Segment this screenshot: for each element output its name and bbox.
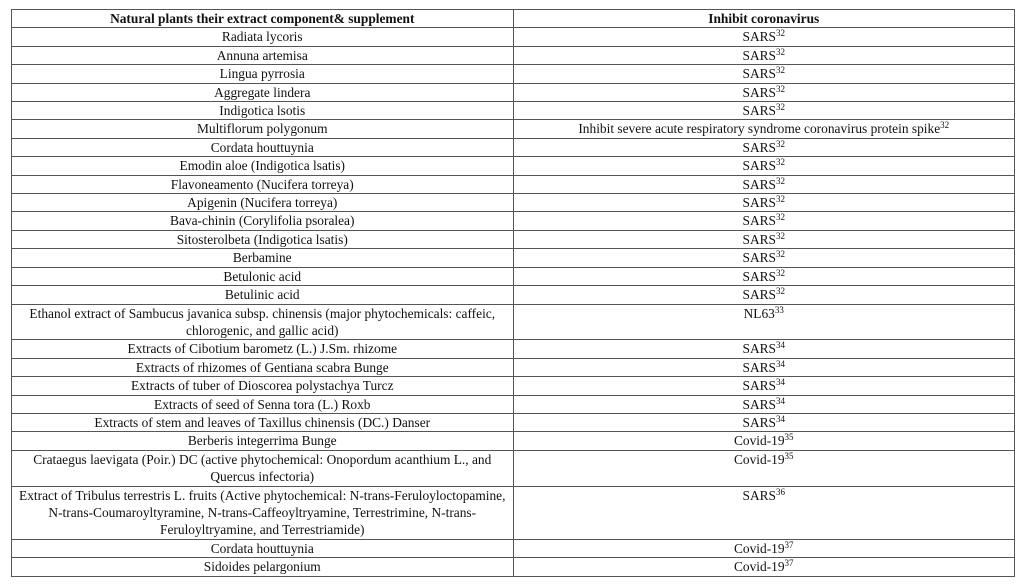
table-row [12,413,1015,431]
plant-cell: Berbamine [12,249,514,267]
reference-number: 32 [776,83,785,94]
virus-name: SARS [742,414,776,430]
virus-name: Covid-19 [733,540,785,556]
plant-cell: Sidoides pelargonium [12,558,514,576]
header-plants: Natural plants their extract component& supplement [12,10,514,28]
table-row [12,138,1015,156]
table-body [12,28,1015,576]
table-row [12,395,1015,413]
header-inhibit: Inhibit coronavirus [513,10,1014,28]
virus-name: SARS [742,158,776,174]
virus-cell [513,212,1014,230]
virus-name: SARS [742,396,776,412]
plant-cell: Betulonic acid [12,267,514,285]
table-row [12,377,1015,395]
plant-cell: Crataegus laevigata (Poir.) DC (active phytochemical: Onopordum acanthium L., and Quercus infectoria) [12,450,514,486]
plant-cell: Sitosterolbeta (Indigotica lsatis) [12,230,514,248]
virus-name: SARS [742,250,776,266]
virus-cell [513,395,1014,413]
virus-cell [513,413,1014,431]
table-row [12,65,1015,83]
reference-number: 34 [776,377,785,388]
virus-name: SARS [742,378,776,394]
virus-name: SARS [742,29,776,45]
virus-cell [513,450,1014,486]
reference-number: 32 [776,286,785,297]
table-row [12,358,1015,376]
virus-cell [513,28,1014,46]
plant-cell: Flavoneamento (Nucifera torreya) [12,175,514,193]
table-row [12,46,1015,64]
plant-cell: Annuna artemisa [12,46,514,64]
virus-cell [513,230,1014,248]
reference-number: 37 [784,558,794,569]
table-row [12,267,1015,285]
reference-number: 32 [776,267,785,278]
plant-cell: Cordata houttuynia [12,539,514,557]
virus-cell [513,432,1014,450]
plant-cell: Lingua pyrrosia [12,65,514,83]
reference-number: 32 [776,249,785,260]
coronavirus-plants-table [11,9,1015,577]
virus-cell [513,102,1014,120]
table-row [12,120,1015,138]
virus-cell [513,138,1014,156]
reference-number: 32 [776,194,785,205]
reference-number: 36 [776,486,785,497]
virus-name: NL63 [743,305,775,321]
plant-cell: Indigotica lsotis [12,102,514,120]
virus-cell [513,83,1014,101]
reference-number: 32 [776,28,785,39]
reference-number: 34 [776,340,785,351]
reference-number: 32 [776,157,785,168]
table-row [12,175,1015,193]
plant-cell: Berberis integerrima Bunge [12,432,514,450]
virus-cell [513,486,1014,539]
plant-cell: Aggregate lindera [12,83,514,101]
virus-name: SARS [742,176,776,192]
virus-cell [513,267,1014,285]
reference-number: 32 [776,175,785,186]
table-row [12,432,1015,450]
plant-cell: Emodin aloe (Indigotica lsatis) [12,157,514,175]
virus-name: SARS [742,195,776,211]
reference-number: 32 [776,212,785,223]
table-row [12,157,1015,175]
virus-name: SARS [742,213,776,229]
virus-name: SARS [742,66,776,82]
plant-cell: Betulinic acid [12,286,514,304]
virus-cell [513,249,1014,267]
virus-name: SARS [742,487,776,503]
table-row [12,212,1015,230]
table-row [12,286,1015,304]
virus-name: SARS [742,231,776,247]
reference-number: 32 [776,230,785,241]
reference-number: 32 [776,65,785,76]
virus-name: Covid-19 [733,433,785,449]
virus-cell [513,46,1014,64]
virus-name: Inhibit severe acute respiratory syndrome coronavirus protein spike [578,121,941,137]
reference-number: 32 [940,120,950,131]
virus-cell [513,558,1014,576]
table-row [12,83,1015,101]
reference-number: 32 [776,102,785,113]
reference-number: 37 [784,539,794,550]
virus-name: Covid-19 [733,451,785,467]
virus-cell [513,377,1014,395]
virus-cell [513,539,1014,557]
reference-number: 34 [776,413,785,424]
table-row [12,230,1015,248]
table-row [12,539,1015,557]
virus-cell [513,175,1014,193]
table-row [12,304,1015,340]
virus-cell [513,340,1014,358]
plant-cell: Extract of Tribulus terrestris L. fruits (Active phytochemical: N-trans-Feruloyloctopamine, N-trans-Coumaroyltyramine, N-trans-Caffeoyltryamine, Terrestrimine, N-trans-Feruloyltryamine, and Terrestriamide) [12,486,514,539]
virus-cell [513,65,1014,83]
virus-cell [513,286,1014,304]
virus-name: SARS [742,268,776,284]
virus-cell [513,304,1014,340]
reference-number: 35 [784,432,794,443]
reference-number: 32 [776,138,785,149]
virus-name: SARS [742,139,776,155]
plant-cell: Extracts of seed of Senna tora (L.) Roxb [12,395,514,413]
plant-cell: Extracts of rhizomes of Gentiana scabra Bunge [12,358,514,376]
reference-number: 34 [776,395,785,406]
plant-cell: Extracts of Cibotium barometz (L.) J.Sm. rhizome [12,340,514,358]
virus-name: SARS [742,287,776,303]
virus-name: SARS [742,84,776,100]
table-row [12,194,1015,212]
table-row [12,450,1015,486]
table-row [12,486,1015,539]
virus-name: SARS [742,341,776,357]
plant-cell: Radiata lycoris [12,28,514,46]
virus-name: SARS [742,359,776,375]
reference-number: 34 [776,358,785,369]
virus-name: SARS [742,47,776,63]
plant-cell: Ethanol extract of Sambucus javanica subsp. chinensis (major phytochemicals: caffeic, chlorogenic, and gallic acid) [12,304,514,340]
plant-cell: Multiflorum polygonum [12,120,514,138]
reference-number: 32 [776,46,785,57]
virus-cell [513,120,1014,138]
reference-number: 33 [774,304,784,315]
table-row [12,340,1015,358]
plant-cell: Apigenin (Nucifera torreya) [12,194,514,212]
plant-cell: Extracts of stem and leaves of Taxillus chinensis (DC.) Danser [12,413,514,431]
virus-name: Covid-19 [733,559,785,575]
plant-cell: Bava-chinin (Corylifolia psoralea) [12,212,514,230]
table-row [12,102,1015,120]
header-row [12,10,1015,28]
plant-cell: Cordata houttuynia [12,138,514,156]
virus-cell [513,194,1014,212]
table-row [12,249,1015,267]
plant-cell: Extracts of tuber of Dioscorea polystachya Turcz [12,377,514,395]
virus-cell [513,157,1014,175]
virus-cell [513,358,1014,376]
table-row [12,28,1015,46]
reference-number: 35 [784,450,794,461]
table-row [12,558,1015,576]
virus-name: SARS [742,103,776,119]
